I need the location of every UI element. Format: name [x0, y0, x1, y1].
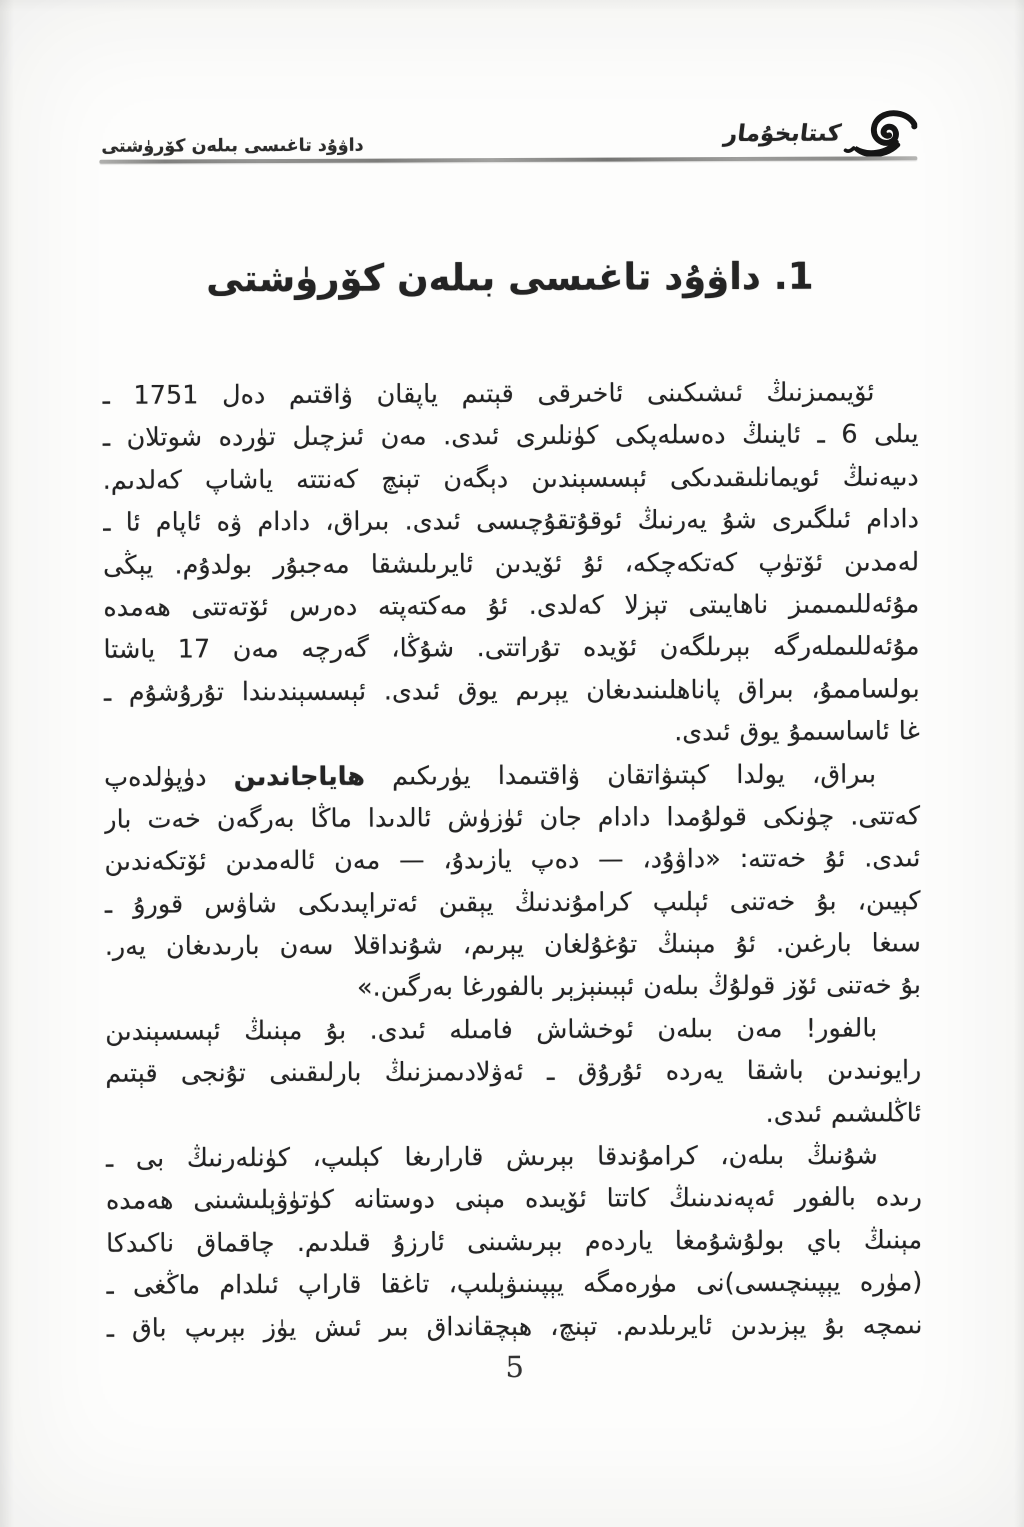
body-line: رايونىدىن باشقا يەردە ئۇرۇق ـ ئەۋلادىمىزنىڭ بارلىقىنى تۇنجى قېتىم — [105, 1055, 922, 1090]
body-line: كېيىن، بۇ خەتنى ئېلىپ كرامۇندنىڭ يېقىن ئەتراپىدىكى شاۋس قورۇ ـ — [104, 885, 921, 920]
body-line: بۇ خەتنى ئۆز قولۇڭ بىلەن ئېبىنېزېر بالفورغا بەرگىن.» — [356, 970, 922, 1004]
body-line: مۇئەللىملەرگە بېرىلگەن ئۆيدە تۇراتتى. شۇڭا، گەرچە مەن 17 ياشتا — [103, 631, 920, 666]
calligraphy-flourish-icon — [843, 109, 917, 157]
site-name: كىتابخۇمار — [723, 120, 843, 148]
body-line: (مۈرە يېپىنچىسى)نى مۈرەمگە يېپىنىۋېلىپ، تاغقا قاراپ ئىلدام ماڭغى ـ — [106, 1267, 923, 1301]
chapter-title: 1. داۋۇد تاغىسى بىلەن كۆرۈشتى — [206, 254, 814, 301]
body-line — [104, 753, 920, 799]
body-line: نىمچە بۇ يېزىدىن ئايرىلدىم. تېنچ، ھېچقانداق بىر ئىش يۈز بېرىپ باق ـ — [106, 1309, 923, 1344]
body-line: سىغا بارغىن. ئۇ مېنىڭ تۇغۇلغان يېرىم، شۇنداقلا سەن بارىدىغان يەر. — [104, 928, 921, 962]
body-line: يىلى 6 ـ ئاينىڭ دەسلەپكى كۈنلىرى ئىدى. مەن ئىزچىل تۈردە شوتلان ـ — [102, 419, 919, 454]
body-line: ئىدى. ئۇ خەتتە: «داۋۇد، — دەپ يازىدۇ، — مەن ئالەمدىن ئۆتكەندىن — [104, 843, 921, 878]
body-line: مېنىڭ باي بولۇشۇمغا ياردەم بېرىشىنى ئارزۇ قىلدىم. چاقماق ناكىدكا — [106, 1225, 923, 1259]
body-text — [102, 371, 922, 1350]
running-header-title: داۋۇد تاغىسى بىلەن كۆرۈشتى — [101, 135, 364, 157]
body-line: ئۆيىمىزنىڭ ئىشىكىنى ئاخىرقى قېتىم ياپقان ۋاقتىم دەل 1751 ـ — [102, 377, 875, 411]
body-line-segment: دۈپۈلدەپ — [103, 761, 207, 793]
body-line-segment: بىراق، يولدا كېتىۋاتقان ۋاقتىمدا يۈرىكىم — [392, 758, 877, 792]
body-line: بولساممۇ، بىراق پاناھلىنىدىغان يېرىم يوق ئىدى. ئېسسېندىندا تۇرۇشۇم ـ — [103, 673, 920, 708]
body-line: مۇئەللىمىمىز ناھايىتى تېزلا كەلدى. ئۇ مەكتەپتە دەرس ئۆتەتتى ھەمدە — [103, 589, 920, 623]
body-line: ئاڭلىشىم ئىدى. — [765, 1097, 922, 1129]
page-number: 5 — [505, 1349, 524, 1385]
body-line: دادام ئىلگىرى شۇ يەرنىڭ ئوقۇتقۇچىسى ئىدى. بىراق، دادام ۋە ئاپام ئا ـ — [102, 504, 920, 538]
body-line: شۇنىڭ بىلەن، كرامۇندقا بېرىش قارارىغا كېلىپ، كۈنلەرنىڭ بى ـ — [105, 1140, 878, 1174]
bold-word: ھاياجاندىن — [233, 761, 365, 792]
body-line: لەمدىن ئۆتۈپ كەتكەچكە، ئۇ ئۆيدىن ئايرىلىشقا مەجبۇر بولدۇم. يېڭى — [103, 546, 920, 581]
body-line: رىدە بالفور ئەپەندىنىڭ كاتتا ئۆيىدە مېنى دوستانە كۈتۈۋېلىشىنى ھەمدە — [105, 1182, 922, 1217]
body-line: غا ئاساسىمۇ يوق ئىدى. — [674, 716, 920, 748]
body-line: دىيەنىڭ ئويمانلىقىدىكى ئېسسېندىن دېگەن تېنچ كەنتتە ياشاپ كەلدىم. — [102, 462, 919, 496]
page-header — [101, 101, 917, 161]
body-line: كەتتى. چۈنكى قولۇمدا دادام جان ئۈزۈش ئالدىدا ماڭا بەرگەن خەت بار — [104, 801, 921, 835]
site-brand — [725, 109, 918, 158]
body-line: بالفور! مەن بىلەن ئوخشاش فامىلە ئىدى. بۇ مېنىڭ ئېسسېندىن — [105, 1013, 878, 1047]
